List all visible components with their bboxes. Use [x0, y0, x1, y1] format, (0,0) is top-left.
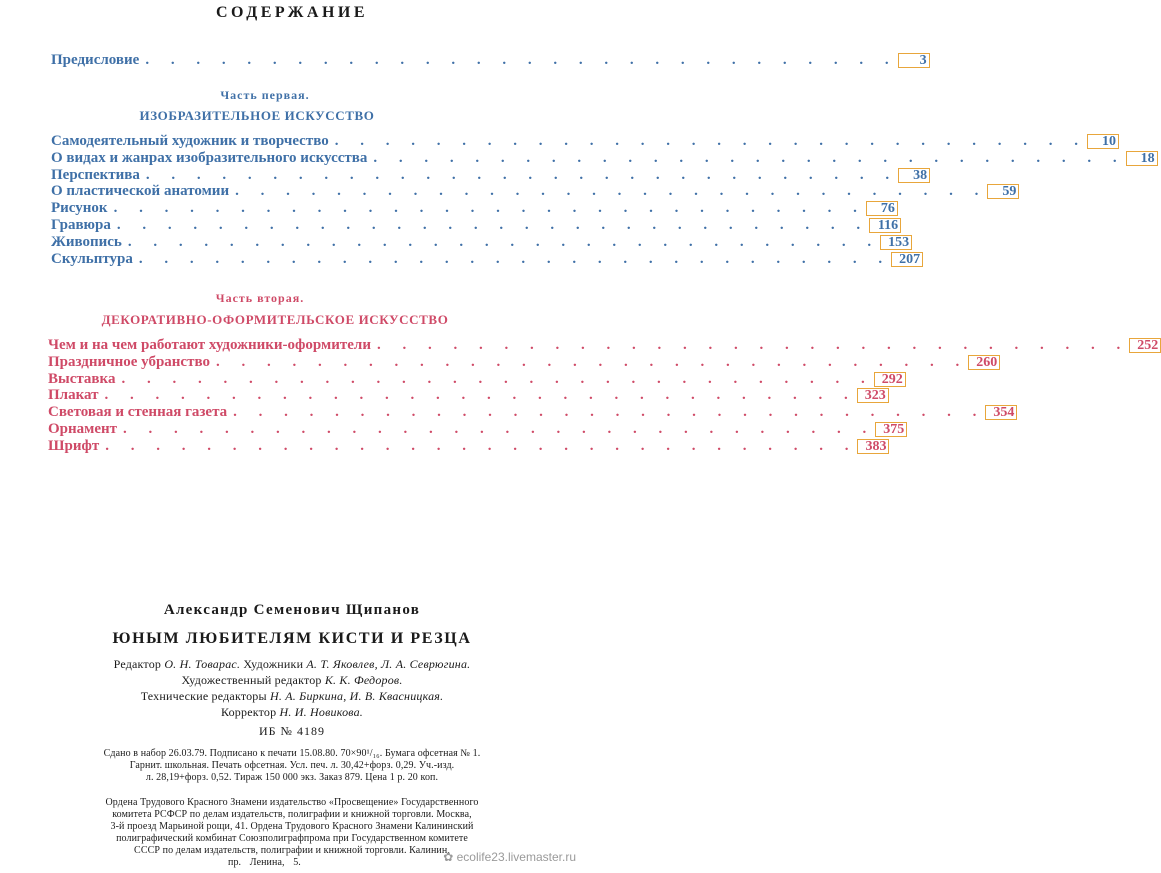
publisher-info-4: полиграфический комбинат Союзполиграфпрома при Государственном комитете: [116, 833, 468, 844]
toc-item[interactable]: [48, 421, 905, 438]
watermark-icon: ✿: [443, 850, 454, 864]
leader-dots: . . . . . . . . . . . . . . . . . . . . . . . . . . . . . .: [116, 217, 870, 233]
toc-item-label: Чем и на чем работают художники-оформители: [48, 337, 371, 353]
toc-item[interactable]: [48, 337, 1159, 354]
leader-dots: . . . . . . . . . . . . . . . . . . . . . . . . . . . . . .: [105, 437, 858, 454]
toc-item-label: Праздничное убранство: [48, 353, 210, 370]
toc-item-label: Рисунок: [51, 200, 108, 217]
toc-item-label: Световая и стенная газета: [48, 404, 228, 421]
toc-page-number: 18: [1126, 151, 1158, 166]
toc-item-label: О пластической анатомии: [51, 183, 230, 200]
watermark: ✿ ecolife23.livemaster.ru: [443, 850, 576, 864]
leader-dots: . . . . . . . . . . . . . . . . . . . . . . . . . . . . . .: [138, 250, 892, 267]
toc-item[interactable]: [51, 149, 1155, 167]
book-title: ЮНЫМ ЛЮБИТЕЛЯМ КИСТИ И РЕЗЦА: [112, 630, 472, 647]
leader-dots: . . . . . . . . . . . . . . . . . . . . . . . . . . . . . .: [334, 133, 1087, 149]
publisher-info-2: комитета РСФСР по делам издательств, полиграфии и книжной торговли. Москва,: [112, 809, 472, 820]
toc-item[interactable]: [48, 353, 998, 371]
publisher-info-6: пр. Ленина, 5.: [228, 857, 301, 868]
toc-page-number: 10: [1087, 134, 1119, 149]
leader-dots: . . . . . . . . . . . . . . . . . . . . . . . . . . . . . .: [145, 52, 898, 68]
leader-dots: . . . . . . . . . . . . . . . . . . . . . . . . . . . . . .: [113, 200, 866, 217]
toc-item[interactable]: [51, 166, 928, 184]
print-info-3: л. 28,19+форз. 0,52. Тираж 150 000 экз. Заказ 879. Цена 1 р. 20 коп.: [145, 772, 439, 783]
part1-subtitle: Часть первая.: [220, 88, 310, 102]
publisher-info-3: 3-й проезд Марьиной рощи, 41. Ордена Трудового Красного Знамени Калининский: [110, 821, 474, 832]
toc-item-label: Скульптура: [51, 250, 133, 267]
editor-line: Редактор О. Н. Товарас. Художники А. Т. Яковлев, Л. А. Севрюгина.: [113, 657, 471, 671]
leader-dots: . . . . . . . . . . . . . . . . . . . . . . . . . . . . . .: [233, 404, 986, 421]
leader-dots: . . . . . . . . . . . . . . . . . . . . . . . . . . . . . .: [235, 183, 988, 200]
art-editor-line: Художественный редактор К. К. Федоров.: [181, 673, 403, 687]
toc-page-number: 354: [985, 405, 1017, 420]
leader-dots: . . . . . . . . . . . . . . . . . . . . . . . . . . . . . .: [215, 353, 969, 370]
toc-item-label: Шрифт: [48, 437, 100, 454]
part2-heading: ДЕКОРАТИВНО-ОФОРМИТЕЛЬСКОЕ ИСКУССТВО: [101, 312, 449, 327]
tech-editors-line: Технические редакторы Н. А. Биркина, И. В. Квасницкая.: [140, 689, 444, 703]
toc-item[interactable]: [48, 437, 887, 455]
print-info-1: Сдано в набор 26.03.79. Подписано к печати 15.08.80. 70×90¹/₁₆. Бумага офсетная № 1.: [103, 748, 481, 759]
part2-subtitle: Часть вторая.: [215, 291, 305, 305]
toc-page-number: 375: [875, 422, 907, 437]
toc-page-number: 323: [857, 388, 889, 403]
toc-page-number: 59: [987, 184, 1019, 199]
toc-item[interactable]: [51, 217, 899, 234]
toc-item-label: Орнамент: [48, 421, 118, 437]
toc-item-label: Самодеятельный художник и творчество: [51, 133, 329, 149]
toc-item-label: Перспектива: [51, 166, 140, 183]
toc-item[interactable]: [48, 370, 903, 388]
ib-number: ИБ № 4189: [258, 724, 325, 738]
toc-item[interactable]: [51, 183, 1017, 200]
leader-dots: . . . . . . . . . . . . . . . . . . . . . . . . . . . . . .: [145, 166, 899, 183]
toc-item[interactable]: [48, 387, 886, 404]
toc-item[interactable]: [51, 133, 1116, 150]
publisher-info-1: Ордена Трудового Красного Знамени издательство «Просвещение» Государственного: [105, 797, 479, 808]
toc-page-number: 153: [880, 235, 912, 250]
part1-heading: ИЗОБРАЗИТЕЛЬНОЕ ИСКУССТВО: [139, 108, 375, 123]
toc-item[interactable]: [48, 404, 1015, 421]
print-info-2: Гарнит. школьная. Печать офсетная. Усл. печ. л. 30,42+форз. 0,29. Уч.-изд.: [129, 760, 455, 771]
leader-dots: . . . . . . . . . . . . . . . . . . . . . . . . . . . . . .: [104, 387, 857, 404]
corrector-line: Корректор Н. И. Новикова.: [221, 705, 363, 719]
leader-dots: . . . . . . . . . . . . . . . . . . . . . . . . . . . . . .: [127, 233, 881, 250]
toc-item-label: Плакат: [48, 387, 99, 404]
toc-item-label: Живопись: [51, 233, 122, 250]
toc-item-label: О видах и жанрах изобразительного искусства: [51, 149, 368, 166]
toc-item-preface[interactable]: [51, 52, 927, 69]
toc-item[interactable]: [51, 233, 910, 251]
toc-item[interactable]: [51, 200, 895, 217]
toc-page-number: 252: [1129, 338, 1161, 353]
toc-page-number: 292: [874, 372, 906, 387]
leader-dots: . . . . . . . . . . . . . . . . . . . . . . . . . . . . . .: [123, 421, 876, 437]
toc-page-number: 3: [898, 53, 930, 68]
toc-page-number: 207: [891, 252, 923, 267]
author-name: Александр Семенович Щипанов: [163, 602, 421, 618]
toc-page-number: 383: [857, 439, 889, 454]
leader-dots: . . . . . . . . . . . . . . . . . . . . . . . . . . . . . .: [376, 337, 1130, 353]
toc-item-label: Предисловие: [51, 52, 140, 68]
publisher-info-5: СССР по делам издательств, полиграфии и книжной торговли. Калинин,: [134, 845, 450, 856]
toc-page-number: 260: [968, 355, 1000, 370]
leader-dots: . . . . . . . . . . . . . . . . . . . . . . . . . . . . . .: [373, 149, 1126, 166]
toc-item[interactable]: [51, 250, 921, 268]
toc-item-label: Гравюра: [51, 217, 111, 233]
toc-page-number: 116: [869, 218, 901, 233]
toc-page-number: 76: [866, 201, 898, 216]
leader-dots: . . . . . . . . . . . . . . . . . . . . . . . . . . . . . .: [121, 370, 874, 387]
toc-page-number: 38: [898, 168, 930, 183]
toc-title: СОДЕРЖАНИЕ: [215, 4, 369, 21]
toc-item-label: Выставка: [48, 370, 116, 387]
